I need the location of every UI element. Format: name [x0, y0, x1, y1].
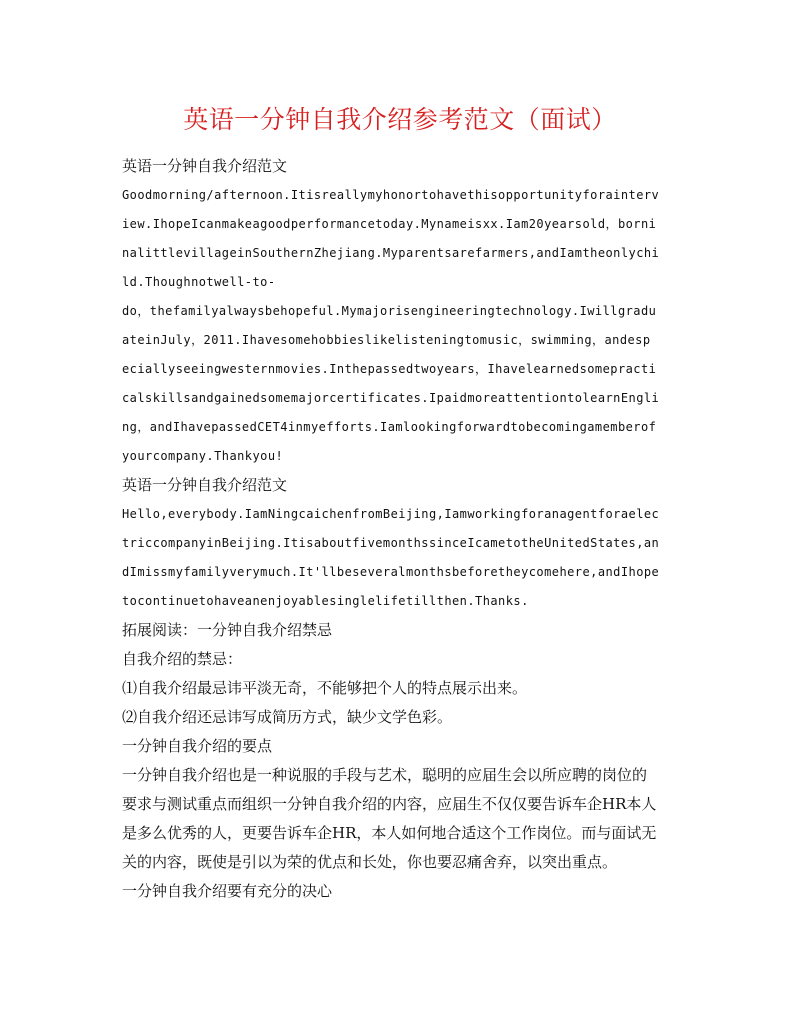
text-line: 自我介绍的禁忌：	[122, 650, 243, 668]
text-line: 是多么优秀的人，更要告诉车企HR，本人如何地合适这个工作岗位。而与面试无	[122, 824, 657, 842]
text-line: tocontinuetohaveanenjoyablesinglelifetillthen.Thanks.	[122, 594, 529, 608]
text-line: iew.IhopeIcanmakeagoodperformancetoday.Mynameisxx.Iam20yearsold，borni	[122, 217, 657, 231]
text-line: 一分钟自我介绍的要点	[122, 737, 273, 755]
text-line: calskillsandgainedsomemajorcertificates.IpaidmoreattentiontolearnEngli	[122, 391, 660, 405]
text-line: triccompanyinBeijing.ItisaboutfivemonthssinceIcametotheUnitedStates,an	[122, 536, 660, 550]
text-line: ng，andIhavepassedCET4inmyefforts.Iamlookingforwardtobecomingamemberof	[122, 420, 657, 434]
text-line: 英语一分钟自我介绍范文	[122, 157, 288, 175]
text-line: nalittlevillageinSouthernZhejiang.Myparentsarefarmers,andIamtheonlychi	[122, 246, 660, 260]
text-line: 一分钟自我介绍也是一种说服的手段与艺术，聪明的应届生会以所应聘的岗位的	[122, 766, 648, 784]
document-page	[122, 100, 678, 906]
text-line: dImissmyfamilyverymuch.It'llbeseveralmonthsbeforetheycomehere,andIhope	[122, 565, 660, 579]
text-line: 要求与测试重点而组织一分钟自我介绍的内容，应届生不仅仅要告诉车企HR本人	[122, 795, 657, 813]
text-line: yourcompany.Thankyou!	[122, 449, 284, 463]
text-line: 关的内容，既使是引以为荣的优点和长处，你也要忍痛舍弃，以突出重点。	[122, 853, 618, 871]
text-line: eciallyseeingwesternmovies.Inthepassedtwoyears，Ihavelearnedsomepracti	[122, 362, 657, 376]
document-title: 英语一分钟自我介绍参考范文（面试）	[183, 105, 617, 134]
text-line: ⑴自我介绍最忌讳平淡无奇，不能够把个人的特点展示出来。	[122, 679, 528, 697]
text-line: 拓展阅读：一分钟自我介绍禁忌	[122, 621, 333, 639]
text-line: ateinJuly，2011.Ihavesomehobbieslikelisteningtomusic，swimming，andesp	[122, 333, 651, 347]
text-line: 英语一分钟自我介绍范文	[122, 476, 288, 494]
text-line: ⑵自我介绍还忌讳写成简历方式，缺少文学色彩。	[122, 708, 453, 726]
text-line: Hello,everybody.IamNingcaichenfromBeijing,Iamworkingforanagentforaelec	[122, 507, 660, 521]
text-line: 一分钟自我介绍要有充分的决心	[122, 882, 333, 900]
text-line: do，thefamilyalwaysbehopeful.Mymajorisengineeringtechnology.Iwillgradu	[122, 304, 657, 318]
text-line: ld.Thoughnotwell-to-	[122, 275, 276, 289]
text-line: Goodmorning/afternoon.Itisreallymyhonortohavethisopportunityforainterv	[122, 188, 660, 202]
document-body	[122, 152, 678, 906]
